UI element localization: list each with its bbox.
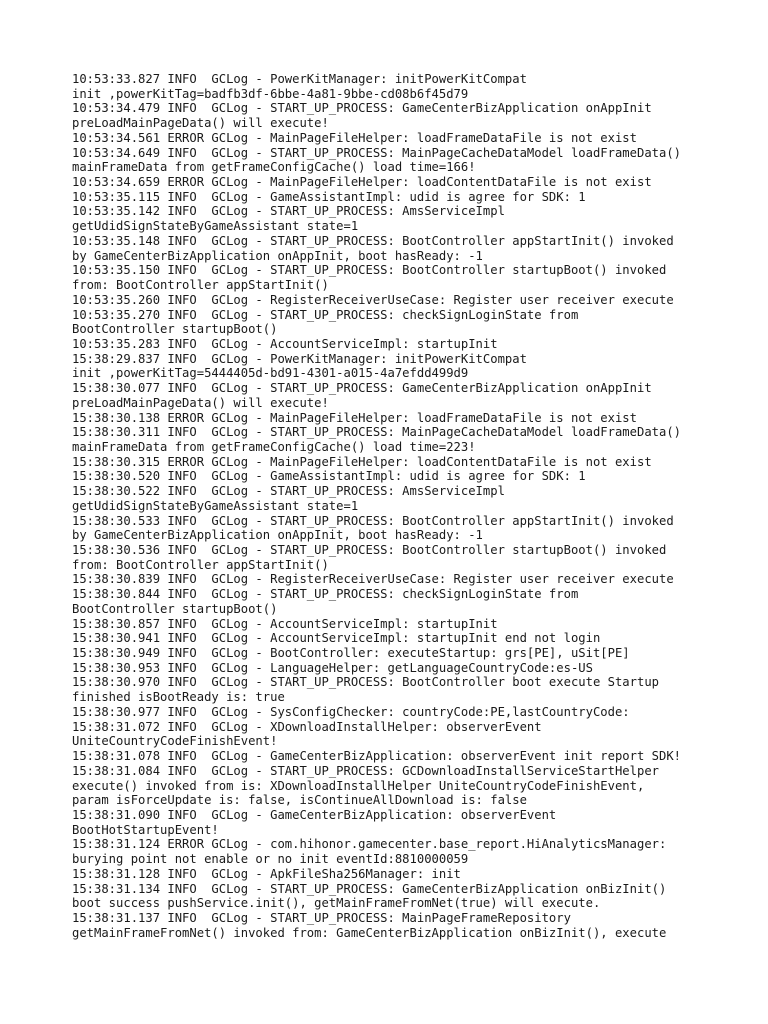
log-line: finished isBootReady is: true [72, 690, 285, 705]
log-text-block [72, 72, 732, 940]
log-line: 10:53:34.659 ERROR GCLog - MainPageFileHelper: loadContentDataFile is not exist [72, 175, 652, 190]
log-line: 10:53:35.260 INFO GCLog - RegisterReceiverUseCase: Register user receiver execute [72, 292, 674, 307]
log-line: 10:53:34.561 ERROR GCLog - MainPageFileHelper: loadFrameDataFile is not exist [72, 130, 637, 145]
log-line: param isForceUpdate is: false, isContinueAllDownload is: false [72, 793, 527, 808]
log-line: 15:38:31.072 INFO GCLog - XDownloadInstallHelper: observerEvent [72, 719, 542, 734]
log-line: boot success pushService.init(), getMainFrameFromNet(true) will execute. [72, 896, 601, 911]
log-line: mainFrameData from getFrameConfigCache() load time=223! [72, 439, 476, 454]
log-line: 15:38:30.311 INFO GCLog - START_UP_PROCESS: MainPageCacheDataModel loadFrameData() [72, 425, 682, 440]
log-line: 15:38:30.844 INFO GCLog - START_UP_PROCESS: checkSignLoginState from [72, 587, 579, 602]
log-line: 15:38:30.949 INFO GCLog - BootController: executeStartup: grs[PE], uSit[PE] [72, 646, 630, 661]
log-line: 10:53:35.142 INFO GCLog - START_UP_PROCESS: AmsServiceImpl [72, 204, 505, 219]
log-line: UniteCountryCodeFinishEvent! [72, 734, 278, 749]
log-line: getMainFrameFromNet() invoked from: GameCenterBizApplication onBizInit(), execute [72, 925, 667, 940]
log-line: 15:38:30.138 ERROR GCLog - MainPageFileHelper: loadFrameDataFile is not exist [72, 410, 637, 425]
log-line: 10:53:35.270 INFO GCLog - START_UP_PROCESS: checkSignLoginState from [72, 307, 579, 322]
log-line: 15:38:30.977 INFO GCLog - SysConfigChecker: countryCode:PE,lastCountryCode: [72, 704, 630, 719]
log-line: 15:38:31.128 INFO GCLog - ApkFileSha256Manager: init [72, 866, 461, 881]
log-line: 10:53:35.115 INFO GCLog - GameAssistantImpl: udid is agree for SDK: 1 [72, 189, 586, 204]
log-line: 15:38:31.084 INFO GCLog - START_UP_PROCESS: GCDownloadInstallServiceStartHelper [72, 763, 659, 778]
log-line: by GameCenterBizApplication onAppInit, boot hasReady: -1 [72, 248, 483, 263]
log-line: preLoadMainPageData() will execute! [72, 395, 329, 410]
log-line: 10:53:34.479 INFO GCLog - START_UP_PROCESS: GameCenterBizApplication onAppInit [72, 101, 652, 116]
log-line: BootController startupBoot() [72, 322, 278, 337]
log-line: 15:38:29.837 INFO GCLog - PowerKitManager: initPowerKitCompat [72, 351, 527, 366]
log-line: by GameCenterBizApplication onAppInit, boot hasReady: -1 [72, 528, 483, 543]
log-line: init ,powerKitTag=5444405d-bd91-4301-a015-4a7efdd499d9 [72, 366, 469, 381]
log-line: 15:38:30.077 INFO GCLog - START_UP_PROCESS: GameCenterBizApplication onAppInit [72, 381, 652, 396]
log-line: preLoadMainPageData() will execute! [72, 116, 329, 131]
log-line: 15:38:31.078 INFO GCLog - GameCenterBizApplication: observerEvent init report SDK! [72, 749, 682, 764]
log-line: getUdidSignStateByGameAssistant state=1 [72, 498, 359, 513]
log-line: from: BootController appStartInit() [72, 557, 329, 572]
log-line: 15:38:30.315 ERROR GCLog - MainPageFileHelper: loadContentDataFile is not exist [72, 454, 652, 469]
log-line: 15:38:30.520 INFO GCLog - GameAssistantImpl: udid is agree for SDK: 1 [72, 469, 586, 484]
log-line: init ,powerKitTag=badfb3df-6bbe-4a81-9bbe-cd08b6f45d79 [72, 86, 469, 101]
log-line: mainFrameData from getFrameConfigCache() load time=166! [72, 160, 476, 175]
log-line: 15:38:31.090 INFO GCLog - GameCenterBizApplication: observerEvent [72, 807, 557, 822]
log-line: burying point not enable or no init eventId:8810000059 [72, 852, 469, 867]
log-line: 15:38:31.124 ERROR GCLog - com.hihonor.gamecenter.base_report.HiAnalyticsManager: [72, 837, 667, 852]
log-line: 10:53:35.148 INFO GCLog - START_UP_PROCESS: BootController appStartInit() invoked [72, 233, 674, 248]
log-line: 15:38:30.839 INFO GCLog - RegisterReceiverUseCase: Register user receiver execute [72, 572, 674, 587]
log-line: 15:38:31.134 INFO GCLog - START_UP_PROCESS: GameCenterBizApplication onBizInit() [72, 881, 667, 896]
log-line: from: BootController appStartInit() [72, 278, 329, 293]
log-line: 10:53:34.649 INFO GCLog - START_UP_PROCESS: MainPageCacheDataModel loadFrameData() [72, 145, 682, 160]
log-line: getUdidSignStateByGameAssistant state=1 [72, 219, 359, 234]
log-line: 15:38:31.137 INFO GCLog - START_UP_PROCESS: MainPageFrameRepository [72, 910, 571, 925]
log-line: 10:53:35.283 INFO GCLog - AccountServiceImpl: startupInit [72, 336, 498, 351]
log-line: 15:38:30.533 INFO GCLog - START_UP_PROCESS: BootController appStartInit() invoked [72, 513, 674, 528]
log-line: BootHotStartupEvent! [72, 822, 219, 837]
log-line: 15:38:30.970 INFO GCLog - START_UP_PROCESS: BootController boot execute Startup [72, 675, 659, 690]
log-line: 10:53:35.150 INFO GCLog - START_UP_PROCESS: BootController startupBoot() invoked [72, 263, 667, 278]
log-line: 10:53:33.827 INFO GCLog - PowerKitManager: initPowerKitCompat [72, 72, 527, 86]
log-line: execute() invoked from is: XDownloadInstallHelper UniteCountryCodeFinishEvent, [72, 778, 645, 793]
log-line: 15:38:30.522 INFO GCLog - START_UP_PROCESS: AmsServiceImpl [72, 484, 505, 499]
log-line: 15:38:30.953 INFO GCLog - LanguageHelper: getLanguageCountryCode:es-US [72, 660, 593, 675]
log-line: 15:38:30.857 INFO GCLog - AccountServiceImpl: startupInit [72, 616, 498, 631]
log-line: BootController startupBoot() [72, 601, 278, 616]
log-line: 15:38:30.941 INFO GCLog - AccountServiceImpl: startupInit end not login [72, 631, 601, 646]
log-line: 15:38:30.536 INFO GCLog - START_UP_PROCESS: BootController startupBoot() invoked [72, 543, 667, 557]
